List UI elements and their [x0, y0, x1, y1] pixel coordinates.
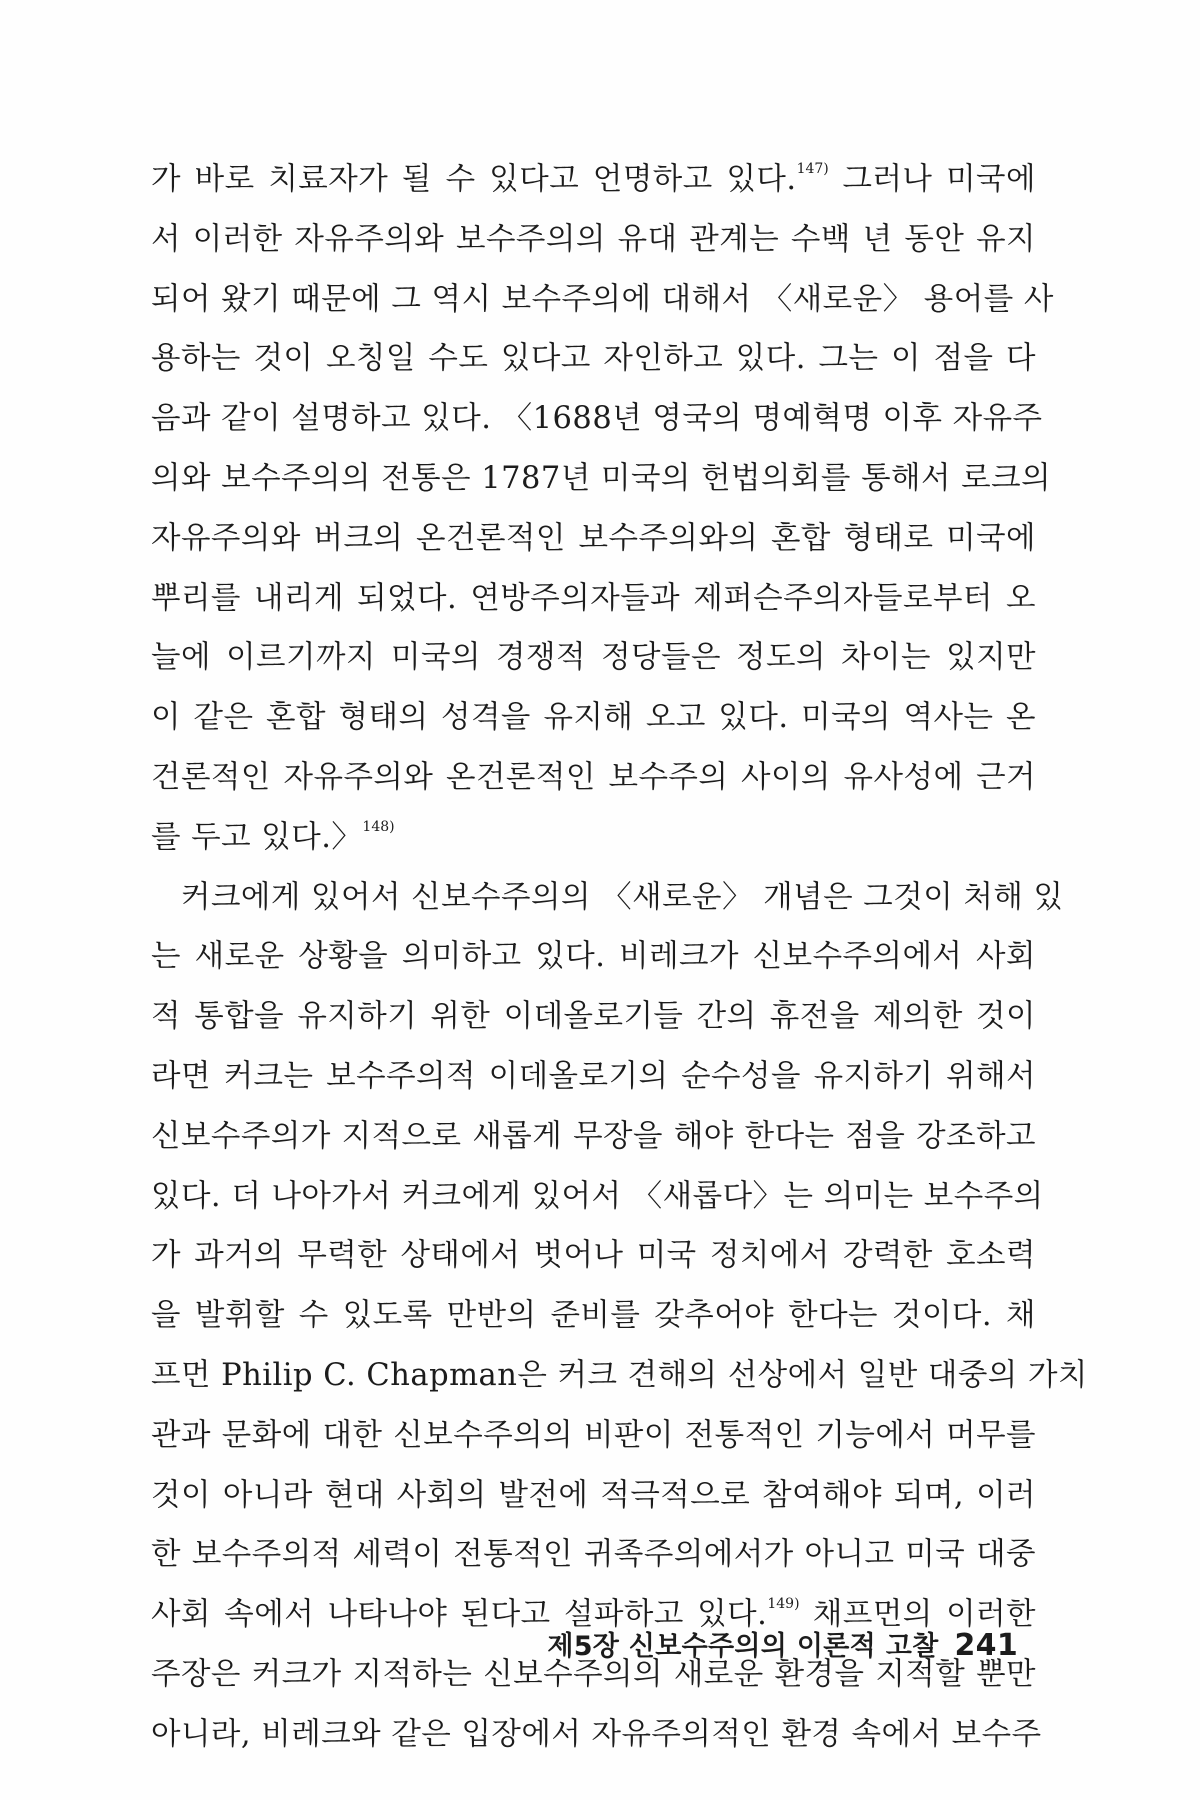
chapter-title: 제5장 신보수주의의 이론적 고찰 [547, 1631, 939, 1662]
running-footer [547, 1624, 1018, 1663]
text-line-1: 가 바로 치료자가 될 수 있다고 언명하고 있다.$^{147)}$ 그러나 미국에 [151, 161, 1036, 197]
text-line-15: 적 통합을 유지하기 위한 이데올로기들 간의 휴전을 제의한 것이 [151, 999, 1036, 1035]
text-line-17: 신보수주의가 지적으로 새롭게 무장을 해야 한다는 점을 강조하고 [151, 1118, 1036, 1154]
text-line-20: 을 발휘할 수 있도록 만반의 준비를 갖추어야 한다는 것이다. 채 [151, 1298, 1036, 1334]
body-text [151, 150, 1088, 1765]
text-line-5: 음과 같이 설명하고 있다. 〈1688년 영국의 명예혁명 이후 자유주 [151, 401, 1043, 437]
text-line-18: 있다. 더 나아가서 커크에게 있어서 〈새롭다〉는 의미는 보수주의 [151, 1178, 1044, 1214]
page-number: 241 [954, 1628, 1018, 1663]
text-line-26: 주장은 커크가 지적하는 신보수주의의 새로운 환경을 지적할 뿐만 [151, 1656, 1036, 1692]
footnote-marker-147: 147) [796, 161, 829, 177]
text-line-8: 뿌리를 내리게 되었다. 연방주의자들과 제퍼슨주의자들로부터 오 [151, 580, 1036, 616]
text-line-21: 프먼 Philip C. Chapman은 커크 견해의 선상에서 일반 대중의 가치 [151, 1357, 1088, 1393]
text-line-9: 늘에 이르기까지 미국의 경쟁적 정당들은 정도의 차이는 있지만 [151, 640, 1036, 676]
footnote-marker-149: 149) [767, 1596, 800, 1613]
text-line-11: 건론적인 자유주의와 온건론적인 보수주의 사이의 유사성에 근거 [151, 759, 1036, 795]
text-line-24: 한 보수주의적 세력이 전통적인 귀족주의에서가 아니고 미국 대중 [151, 1537, 1036, 1573]
text-line-16: 라면 커크는 보수주의적 이데올로기의 순수성을 유지하기 위해서 [151, 1058, 1036, 1094]
text-line-19: 가 과거의 무력한 상태에서 벗어나 미국 정치에서 강력한 호소력 [151, 1238, 1036, 1274]
text-line-14: 는 새로운 상황을 의미하고 있다. 비레크가 신보수주의에서 사회 [151, 939, 1036, 975]
footnote-marker-148: 148) [362, 818, 395, 835]
text-line-7: 자유주의와 버크의 온건론적인 보수주의와의 혼합 형태로 미국에 [151, 520, 1036, 556]
text-line-22: 관과 문화에 대한 신보수주의의 비판이 전통적인 기능에서 머무를 [151, 1417, 1036, 1453]
text-line-13: 커크에게 있어서 신보수주의의 〈새로운〉 개념은 그것이 처해 있 [181, 879, 1064, 915]
text-line-27: 아니라, 비레크와 같은 입장에서 자유주의적인 환경 속에서 보수주 [151, 1716, 1042, 1752]
text-line-12: 를 두고 있다.〉$^{148)}$ [151, 818, 395, 855]
text-line-10: 이 같은 혼합 형태의 성격을 유지해 오고 있다. 미국의 역사는 온 [151, 700, 1036, 736]
text-line-4: 용하는 것이 오칭일 수도 있다고 자인하고 있다. 그는 이 점을 다 [151, 341, 1036, 377]
text-line-6: 의와 보수주의의 전통은 1787년 미국의 헌법의회를 통해서 로크의 [151, 460, 1052, 496]
text-line-23: 것이 아니라 현대 사회의 발전에 적극적으로 참여해야 되며, 이러 [151, 1477, 1036, 1513]
text-line-2: 서 이러한 자유주의와 보수주의의 유대 관계는 수백 년 동안 유지 [151, 221, 1036, 257]
text-line-3: 되어 왔기 때문에 그 역시 보수주의에 대해서 〈새로운〉 용어를 사 [151, 281, 1054, 317]
text-line-25: 사회 속에서 나타나야 된다고 설파하고 있다.$^{149)}$ 채프먼의 이러한 [151, 1596, 1036, 1633]
